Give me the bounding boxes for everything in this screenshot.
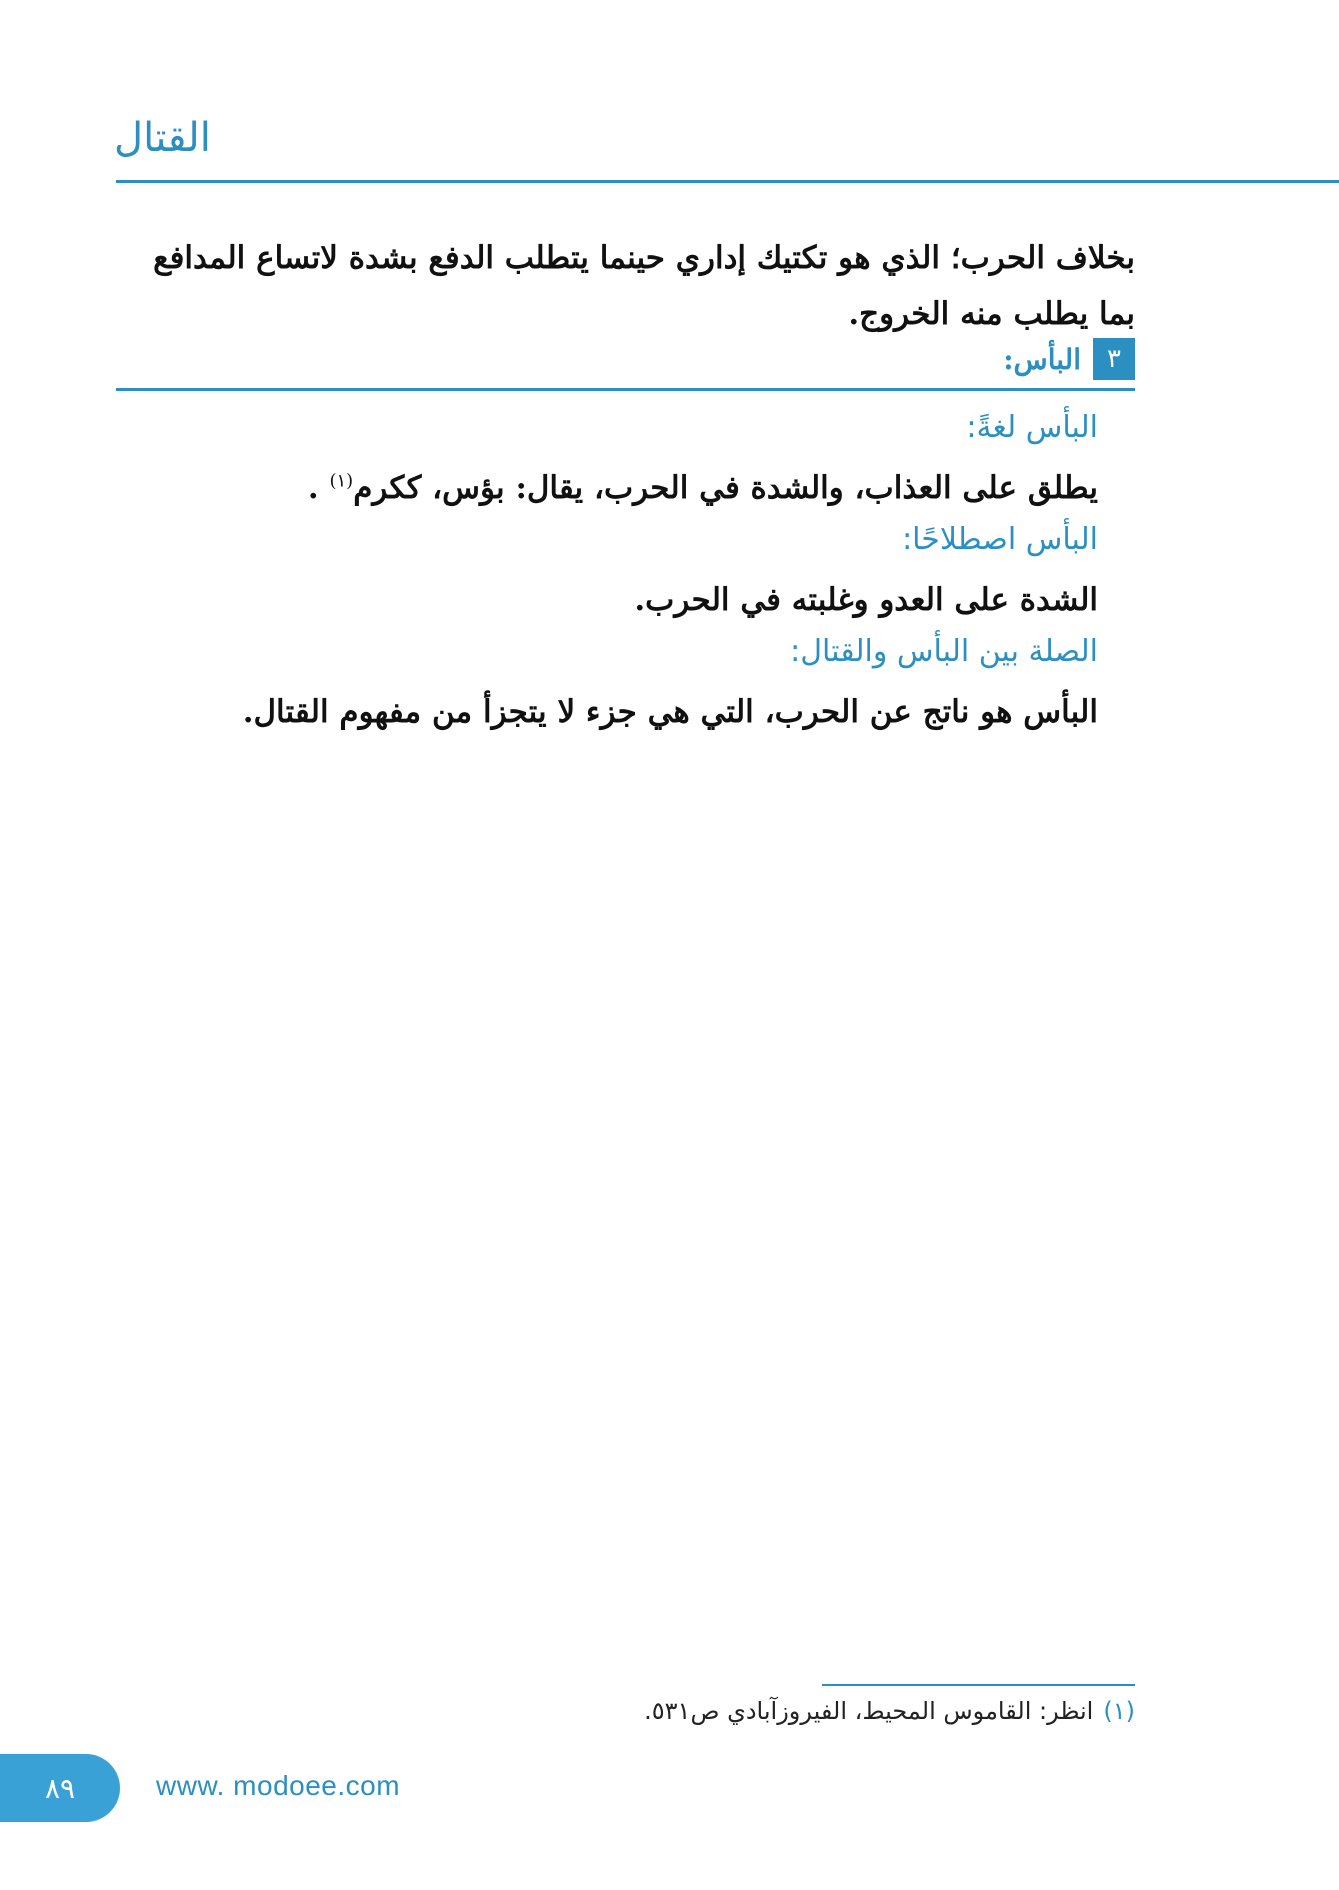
- subsection-heading-relation: الصلة بين البأس والقتال:: [790, 634, 1098, 669]
- section-heading: [1003, 338, 1135, 380]
- intro-paragraph: بخلاف الحرب؛ الذي هو تكتيك إداري حينما يتطلب الدفع بشدة لاتساع المدافع بما يطلب منه الخروج.: [153, 240, 1135, 332]
- footnote: [644, 1697, 1135, 1725]
- linguistic-definition-text: يطلق على العذاب، والشدة في الحرب، يقال: بؤس، ككرم: [353, 470, 1098, 506]
- footnote-reference[interactable]: (١): [329, 470, 354, 492]
- footnote-divider: [822, 1684, 1135, 1686]
- header-divider: [116, 180, 1339, 183]
- subsection-body-linguistic: [308, 470, 1098, 506]
- subsection-body-relation: البأس هو ناتج عن الحرب، التي هي جزء لا يتجزأ من مفهوم القتال.: [242, 694, 1098, 730]
- subsection-body-technical: الشدة على العدو وغلبته في الحرب.: [634, 582, 1098, 618]
- section-label: البأس:: [1003, 342, 1081, 376]
- footnote-text: انظر: القاموس المحيط، الفيروزآبادي ص٥٣١.: [644, 1697, 1094, 1725]
- page-header-title: القتال: [114, 115, 211, 161]
- linguistic-definition-end: .: [307, 470, 330, 506]
- page-number-badge: ٨٩: [0, 1754, 120, 1822]
- subsection-heading-linguistic: البأس لغةً:: [966, 410, 1098, 445]
- section-divider: [116, 388, 1135, 391]
- subsection-heading-technical: البأس اصطلاحًا:: [902, 522, 1098, 557]
- section-number-badge: ٣: [1093, 338, 1135, 380]
- footnote-number: (١): [1103, 1697, 1135, 1725]
- site-url-link[interactable]: www. modoee.com: [156, 1770, 401, 1801]
